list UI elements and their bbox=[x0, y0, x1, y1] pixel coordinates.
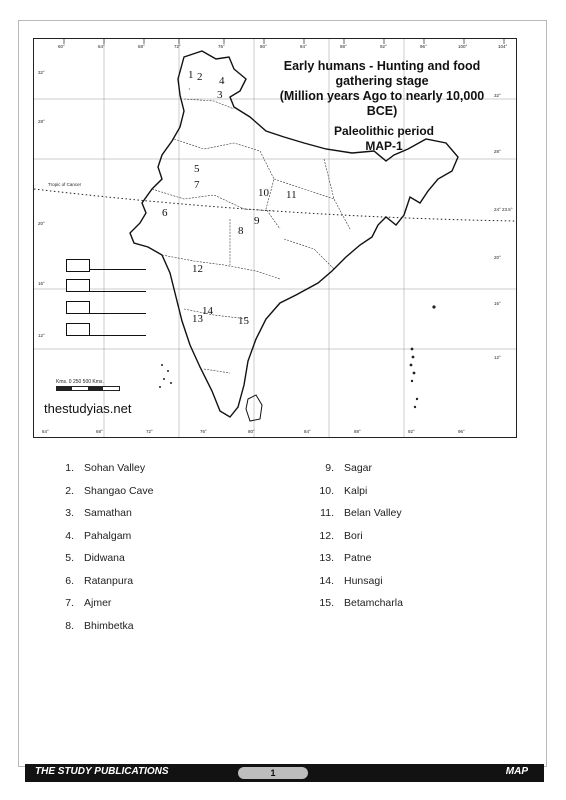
section-label: MAP bbox=[505, 766, 528, 777]
list-item: 6. Ratanpura bbox=[65, 574, 134, 587]
list-item: 13. Patne bbox=[319, 552, 372, 564]
list-item: 9. Sagar bbox=[325, 462, 373, 474]
site-marker-6: 6 bbox=[162, 207, 168, 219]
site-marker-1: 1 bbox=[188, 69, 194, 81]
site-marker-9: 9 bbox=[254, 215, 260, 227]
site-marker-15: 15 bbox=[238, 315, 249, 327]
list-item: 15. Betamcharla bbox=[319, 597, 403, 609]
site-marker-8: 8 bbox=[238, 225, 244, 237]
list-item: 14. Hunsagi bbox=[319, 574, 383, 587]
page-number: 1 bbox=[238, 767, 308, 779]
site-list-right bbox=[310, 462, 403, 620]
legend-box-1 bbox=[66, 259, 90, 272]
list-item: 10. Kalpi bbox=[319, 484, 368, 497]
watermark-text: thestudyias.net bbox=[44, 401, 132, 416]
list-item: 3. Samathan bbox=[65, 507, 132, 519]
legend-line-4 bbox=[90, 335, 146, 336]
svg-text:64°: 64° bbox=[42, 429, 49, 434]
list-item: 2. Shangao Cave bbox=[65, 484, 154, 497]
svg-text:76°: 76° bbox=[218, 44, 225, 49]
svg-text:80°: 80° bbox=[260, 44, 267, 49]
svg-text:92°: 92° bbox=[408, 429, 415, 434]
svg-text:28°: 28° bbox=[38, 119, 45, 124]
scale-label: Kms. 0 250 500 Kms. bbox=[56, 379, 104, 385]
svg-text:88°: 88° bbox=[354, 429, 361, 434]
svg-text:20°: 20° bbox=[38, 221, 45, 226]
svg-text:80°: 80° bbox=[248, 429, 255, 434]
svg-text:68°: 68° bbox=[96, 429, 103, 434]
site-marker-5: 5 bbox=[194, 163, 200, 175]
svg-text:32°: 32° bbox=[494, 93, 501, 98]
svg-text:28°: 28° bbox=[494, 149, 501, 154]
svg-text:72°: 72° bbox=[174, 44, 181, 49]
site-marker-13: 13 bbox=[192, 313, 203, 325]
site-marker-2: 2 bbox=[197, 71, 203, 83]
svg-text:32°: 32° bbox=[38, 70, 45, 75]
publisher-label: THE STUDY PUBLICATIONS bbox=[35, 766, 169, 777]
svg-text:24° 23.5°: 24° 23.5° bbox=[494, 207, 513, 212]
svg-text:Tropic of Cancer: Tropic of Cancer bbox=[48, 182, 82, 187]
svg-text:72°: 72° bbox=[146, 429, 153, 434]
list-item: 4. Pahalgam bbox=[65, 529, 132, 542]
svg-text:100°: 100° bbox=[458, 44, 468, 49]
legend-line-3 bbox=[90, 313, 146, 314]
list-item: 8. Bhimbetka bbox=[65, 619, 134, 632]
period-label: Paleolithic period bbox=[333, 124, 435, 138]
list-item: 5. Didwana bbox=[65, 552, 125, 564]
svg-text:60°: 60° bbox=[58, 44, 65, 49]
svg-text:20°: 20° bbox=[494, 255, 501, 260]
list-item: 1. Sohan Valley bbox=[65, 462, 146, 474]
site-marker-3: 3 bbox=[217, 89, 223, 101]
svg-text:84°: 84° bbox=[304, 429, 311, 434]
site-marker-14: 14 bbox=[202, 305, 213, 317]
list-item: 11. Belan Valley bbox=[320, 507, 402, 519]
map-title bbox=[266, 59, 498, 119]
svg-text:64°: 64° bbox=[98, 44, 105, 49]
site-marker-12: 12 bbox=[192, 263, 203, 275]
site-marker-7: 7 bbox=[194, 179, 200, 191]
site-marker-4: 4 bbox=[219, 75, 225, 87]
map-id-label: MAP-1 bbox=[365, 139, 403, 153]
legend-line-1 bbox=[90, 269, 146, 270]
svg-text:92°: 92° bbox=[380, 44, 387, 49]
svg-text:84°: 84° bbox=[300, 44, 307, 49]
svg-text:96°: 96° bbox=[458, 429, 465, 434]
legend-box-3 bbox=[66, 301, 90, 314]
svg-text:104°: 104° bbox=[498, 44, 508, 49]
site-marker-10: 10 bbox=[258, 187, 269, 199]
map-title-line-1: Early humans - Hunting and food bbox=[283, 59, 481, 73]
svg-text:68°: 68° bbox=[138, 44, 145, 49]
svg-text:76°: 76° bbox=[200, 429, 207, 434]
list-item: 12. Bori bbox=[319, 529, 363, 542]
svg-text:96°: 96° bbox=[420, 44, 427, 49]
legend-line-2 bbox=[90, 291, 146, 292]
scale-bar bbox=[56, 386, 120, 391]
svg-text:16°: 16° bbox=[494, 301, 501, 306]
svg-text:88°: 88° bbox=[340, 44, 347, 49]
map-title-line-2: gathering stage bbox=[335, 74, 429, 88]
svg-text:12°: 12° bbox=[38, 333, 45, 338]
map-title-line-3: (Million years Ago to nearly 10,000 BCE) bbox=[279, 89, 485, 118]
site-list-left bbox=[50, 462, 153, 642]
india-map-panel: Tropic of Cancer 32° 28° 20° 16° 12° 32° 28° 24° 23.5° 20° 16° 12° 60° 64° 68° 72° 76° 80° 84° 88° 92° 96° 100° 104° 64° 68° 72° 76° 80° 84° 88° 92° 96° Early humans - Hunting and food gathering stage (Million years Ago to nearly 10,000 BCE) Paleolithic period MAP-1 1 · 2 3 4 5 6 7 8 9 10 11 12 13 14 15 Kms. 0 250 500 Kms. thestudyias.net bbox=[33, 38, 517, 438]
map-subtitle bbox=[314, 124, 454, 154]
svg-text:16°: 16° bbox=[38, 281, 45, 286]
footer-bar bbox=[25, 764, 544, 782]
svg-text:12°: 12° bbox=[494, 355, 501, 360]
list-item: 7. Ajmer bbox=[65, 597, 112, 609]
legend-box-4 bbox=[66, 323, 90, 336]
legend-box-2 bbox=[66, 279, 90, 292]
site-marker-11: 11 bbox=[286, 189, 297, 201]
